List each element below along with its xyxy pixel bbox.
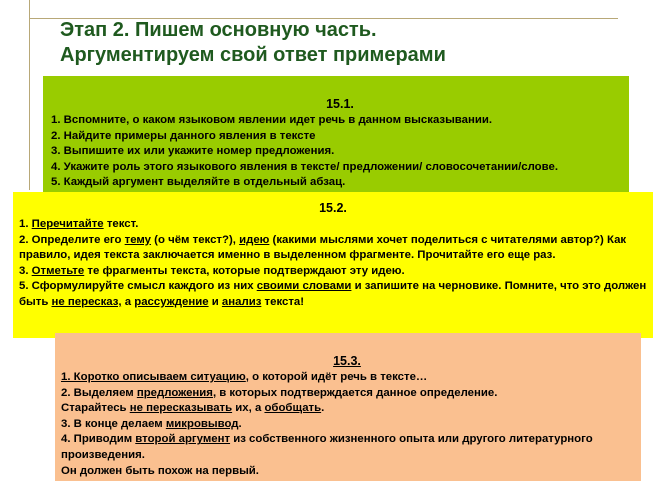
task-15-3-box <box>55 333 641 481</box>
task-15-2-step-3: 3. Отметьте те фрагменты текста, которые подтверждают эту идею. <box>19 264 405 277</box>
task-15-3-final-note: Он должен быть похож на первый. <box>61 464 259 477</box>
task-15-2-box <box>13 192 653 338</box>
task-15-3-step-1: 1. Коротко описываем ситуацию, о которой идёт речь в тексте… <box>61 371 428 383</box>
task-15-1-item: 1. Вспомните, о каком языковом явлении идет речь в данном высказывании. <box>51 114 493 126</box>
task-15-2-step-2: 2. Определите его тему (о чём текст?), идею (какими мыслями хочет поделиться с читателями автор?) Как правило, идея текста заключается именно в выделенном фрагменте. Прочитайте его еще раз. <box>19 233 627 262</box>
task-15-2-step-5: 5. Сформулируйте смысл каждого из них своими словами и запишите на черновике. Помните, что это должен быть не пересказ, а рассуждение и анализ текста! <box>19 280 647 308</box>
task-15-3-heading: 15.3. <box>333 354 361 368</box>
decorative-vertical-line <box>29 0 30 190</box>
task-15-1-heading: 15.1. <box>326 97 354 111</box>
task-15-2-heading: 15.2. <box>319 201 347 215</box>
task-15-3-step-3: 3. В конце делаем микровывод. <box>61 417 242 430</box>
title-line-2: Аргументируем свой ответ примерами <box>60 44 446 66</box>
task-15-1-item: 3. Выпишите их или укажите номер предложения. <box>51 145 335 158</box>
task-15-2-step-1: 1. Перечитайте текст. <box>19 218 139 230</box>
title-line-1: Этап 2. Пишем основную часть. <box>60 19 377 41</box>
task-15-1-box <box>43 76 629 194</box>
task-15-1-item: 4. Укажите роль этого языкового явления в тексте/ предложении/ словосочетании/слове. <box>51 160 558 173</box>
slide-title <box>60 18 446 68</box>
task-15-3-note: Старайтесь не пересказывать их, а обобщать. <box>61 402 325 415</box>
task-15-1-item: 5. Каждый аргумент выделяйте в отдельный абзац. <box>51 176 346 189</box>
task-15-3-step-2: 2. Выделяем предложения, в которых подтверждается данное определение. <box>61 386 498 399</box>
task-15-3-step-4: 4. Приводим второй аргумент из собственного жизненного опыта или другого литературного произведения. <box>61 433 593 461</box>
task-15-1-item: 2. Найдите примеры данного явления в тексте <box>51 129 316 142</box>
